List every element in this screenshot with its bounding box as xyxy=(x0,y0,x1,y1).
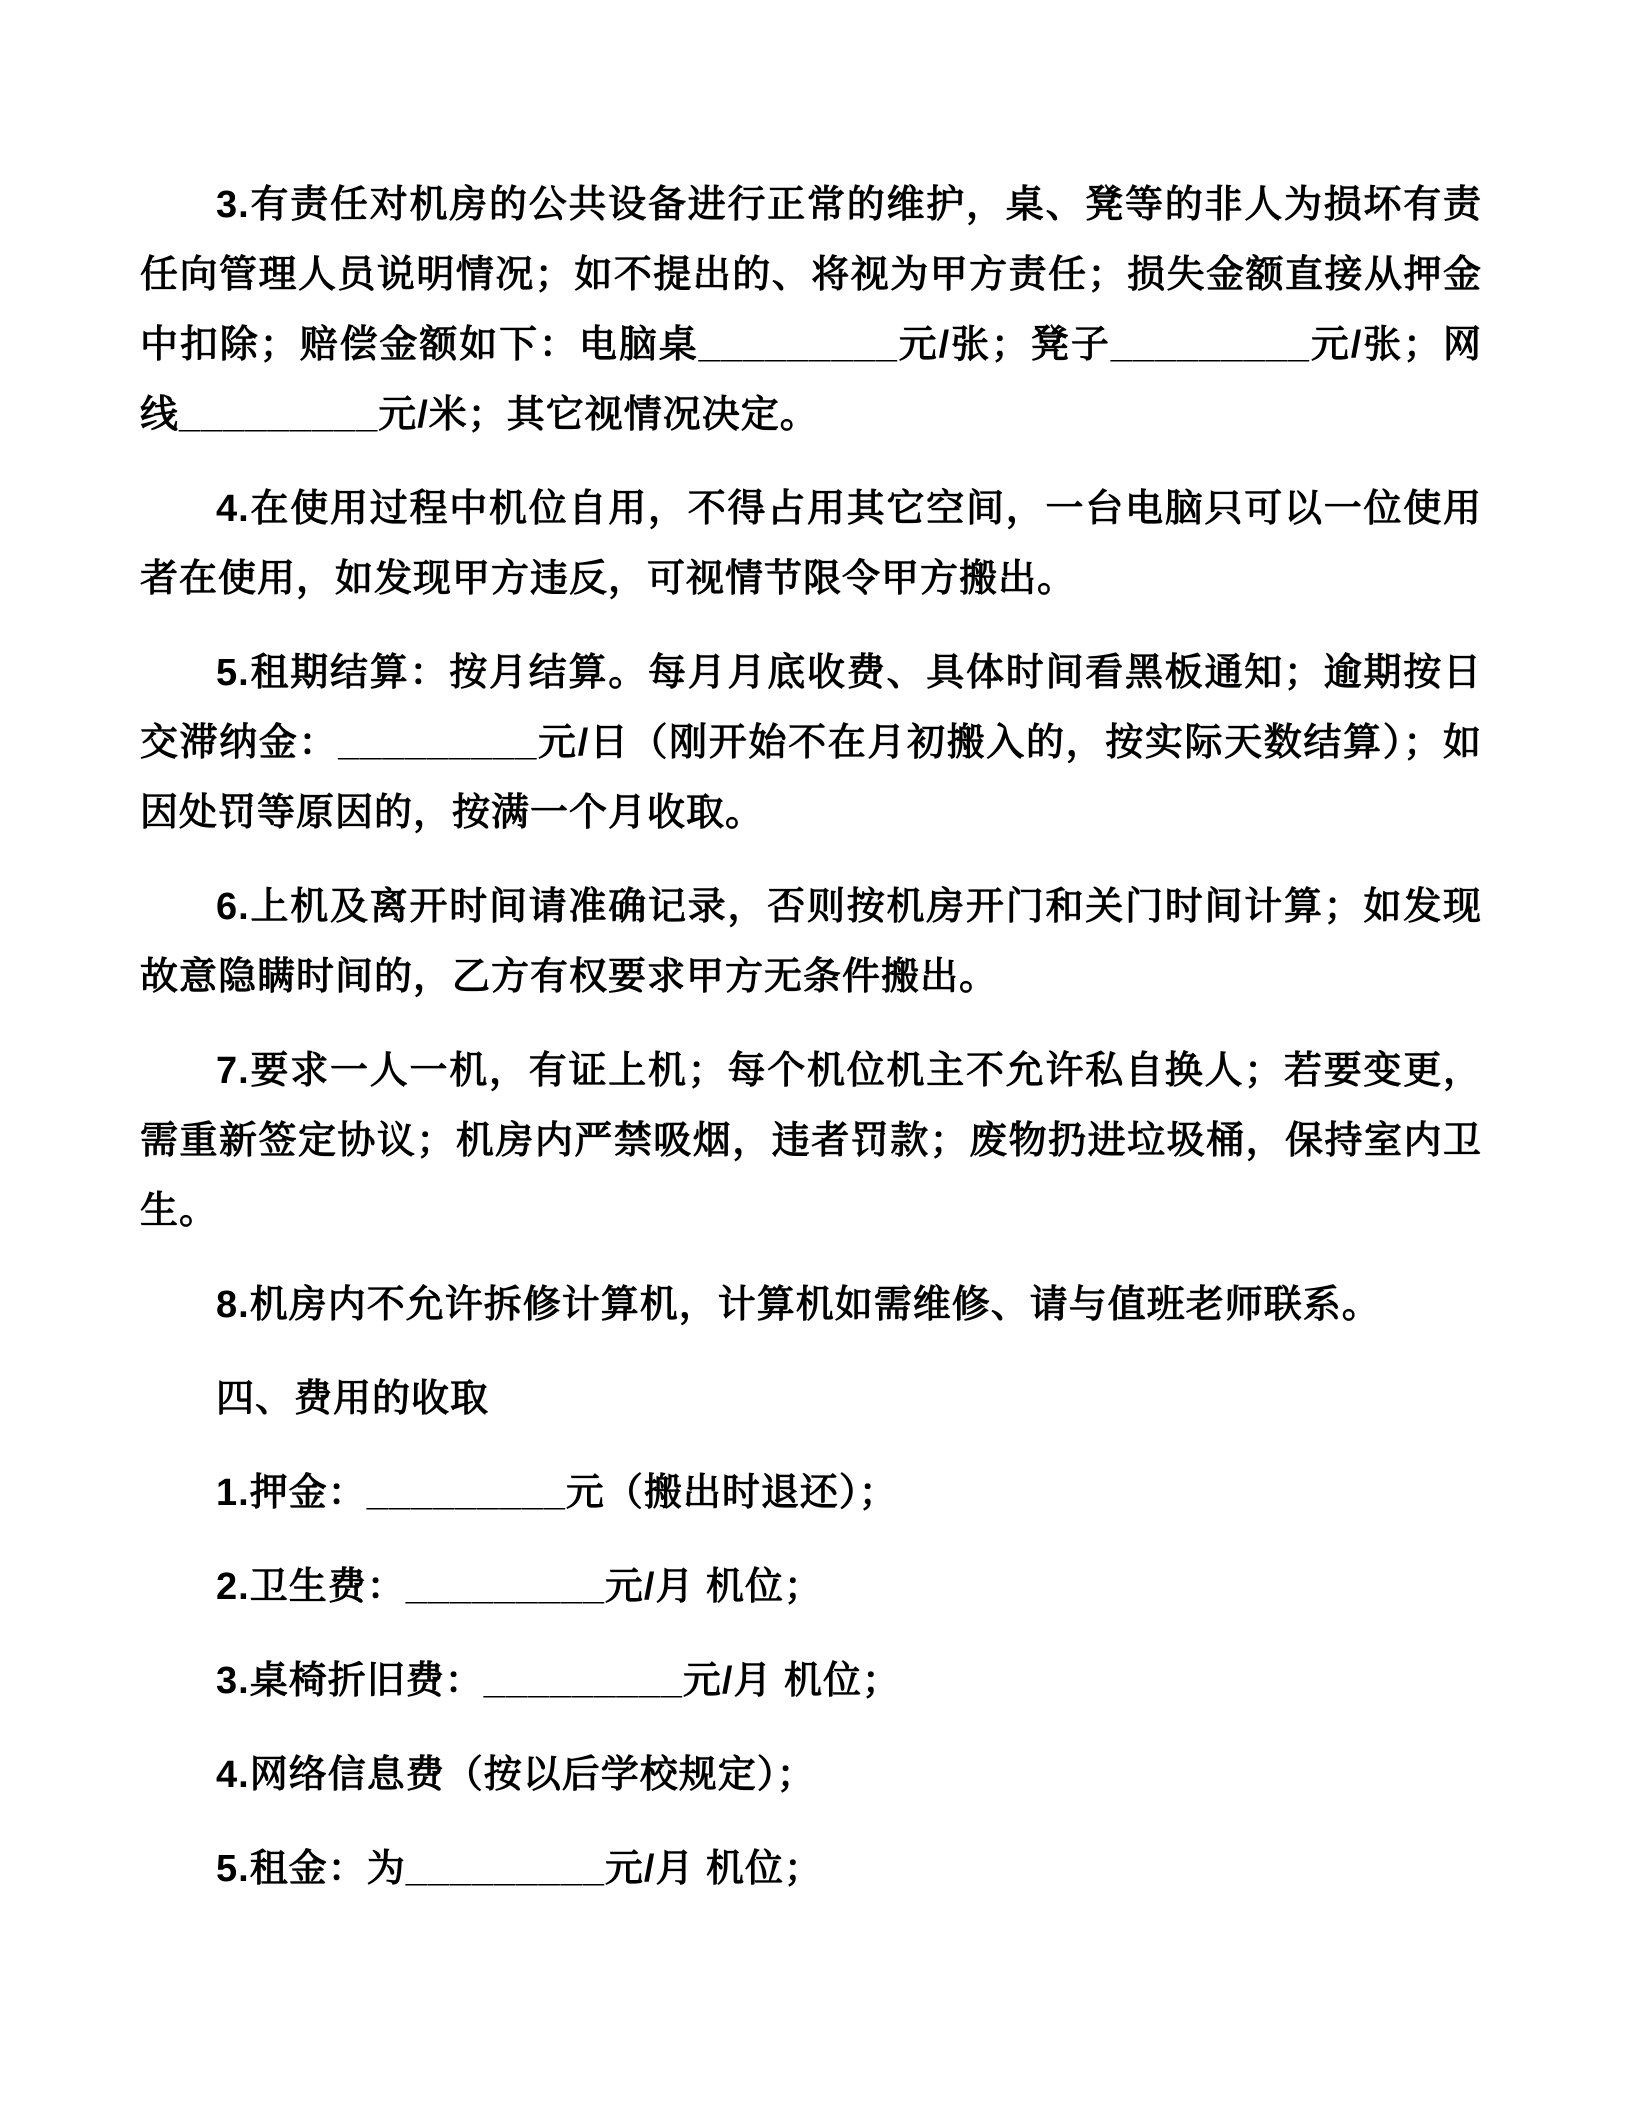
fee-item-network-info: 4.网络信息费（按以后学校规定）； xyxy=(216,1754,816,1796)
clause-7-paragraph: 7.要求一人一机，有证上机；每个机位机主不允许私自换人；若要变更，需重新签定协议；机房内严禁吸烟，违者罚款；废物扔进垃圾桶，保持室内卫生。 xyxy=(140,1050,1482,1232)
clause-4-paragraph: 4.在使用过程中机位自用，不得占用其它空间，一台电脑只可以一位使用者在使用，如发现甲方违反，可视情节限令甲方搬出。 xyxy=(140,488,1482,600)
fee-item-furniture-depreciation: 3.桌椅折旧费：_________元/月 机位； xyxy=(216,1660,902,1702)
clause-8-paragraph: 8.机房内不允许拆修计算机，计算机如需维修、请与值班老师联系。 xyxy=(216,1284,1381,1326)
fee-item-deposit: 1.押金：_________元（搬出时退还）； xyxy=(216,1472,898,1514)
section-heading-fees: 四、费用的收取 xyxy=(216,1378,490,1420)
clause-6-paragraph: 6.上机及离开时间请准确记录，否则按机房开门和关门时间计算；如发现故意隐瞒时间的，乙方有权要求甲方无条件搬出。 xyxy=(140,886,1482,998)
clause-5-paragraph: 5.租期结算：按月结算。每月月底收费、具体时间看黑板通知；逾期按日交滞纳金：_________元/日（刚开始不在月初搬入的，按实际天数结算）；如因处罚等原因的，按满一个月收取。 xyxy=(140,652,1482,834)
fee-item-sanitation: 2.卫生费：_________元/月 机位； xyxy=(216,1566,824,1608)
clause-3-paragraph: 3.有责任对机房的公共设备进行正常的维护，桌、凳等的非人为损坏有责任向管理人员说明情况；如不提出的、将视为甲方责任；损失金额直接从押金中扣除；赔偿金额如下：电脑桌_________元/张；凳子_________元/张；网线_________元/米；其它视情况决定。 xyxy=(140,184,1482,436)
fee-item-rent: 5.租金：为_________元/月 机位； xyxy=(216,1848,824,1890)
